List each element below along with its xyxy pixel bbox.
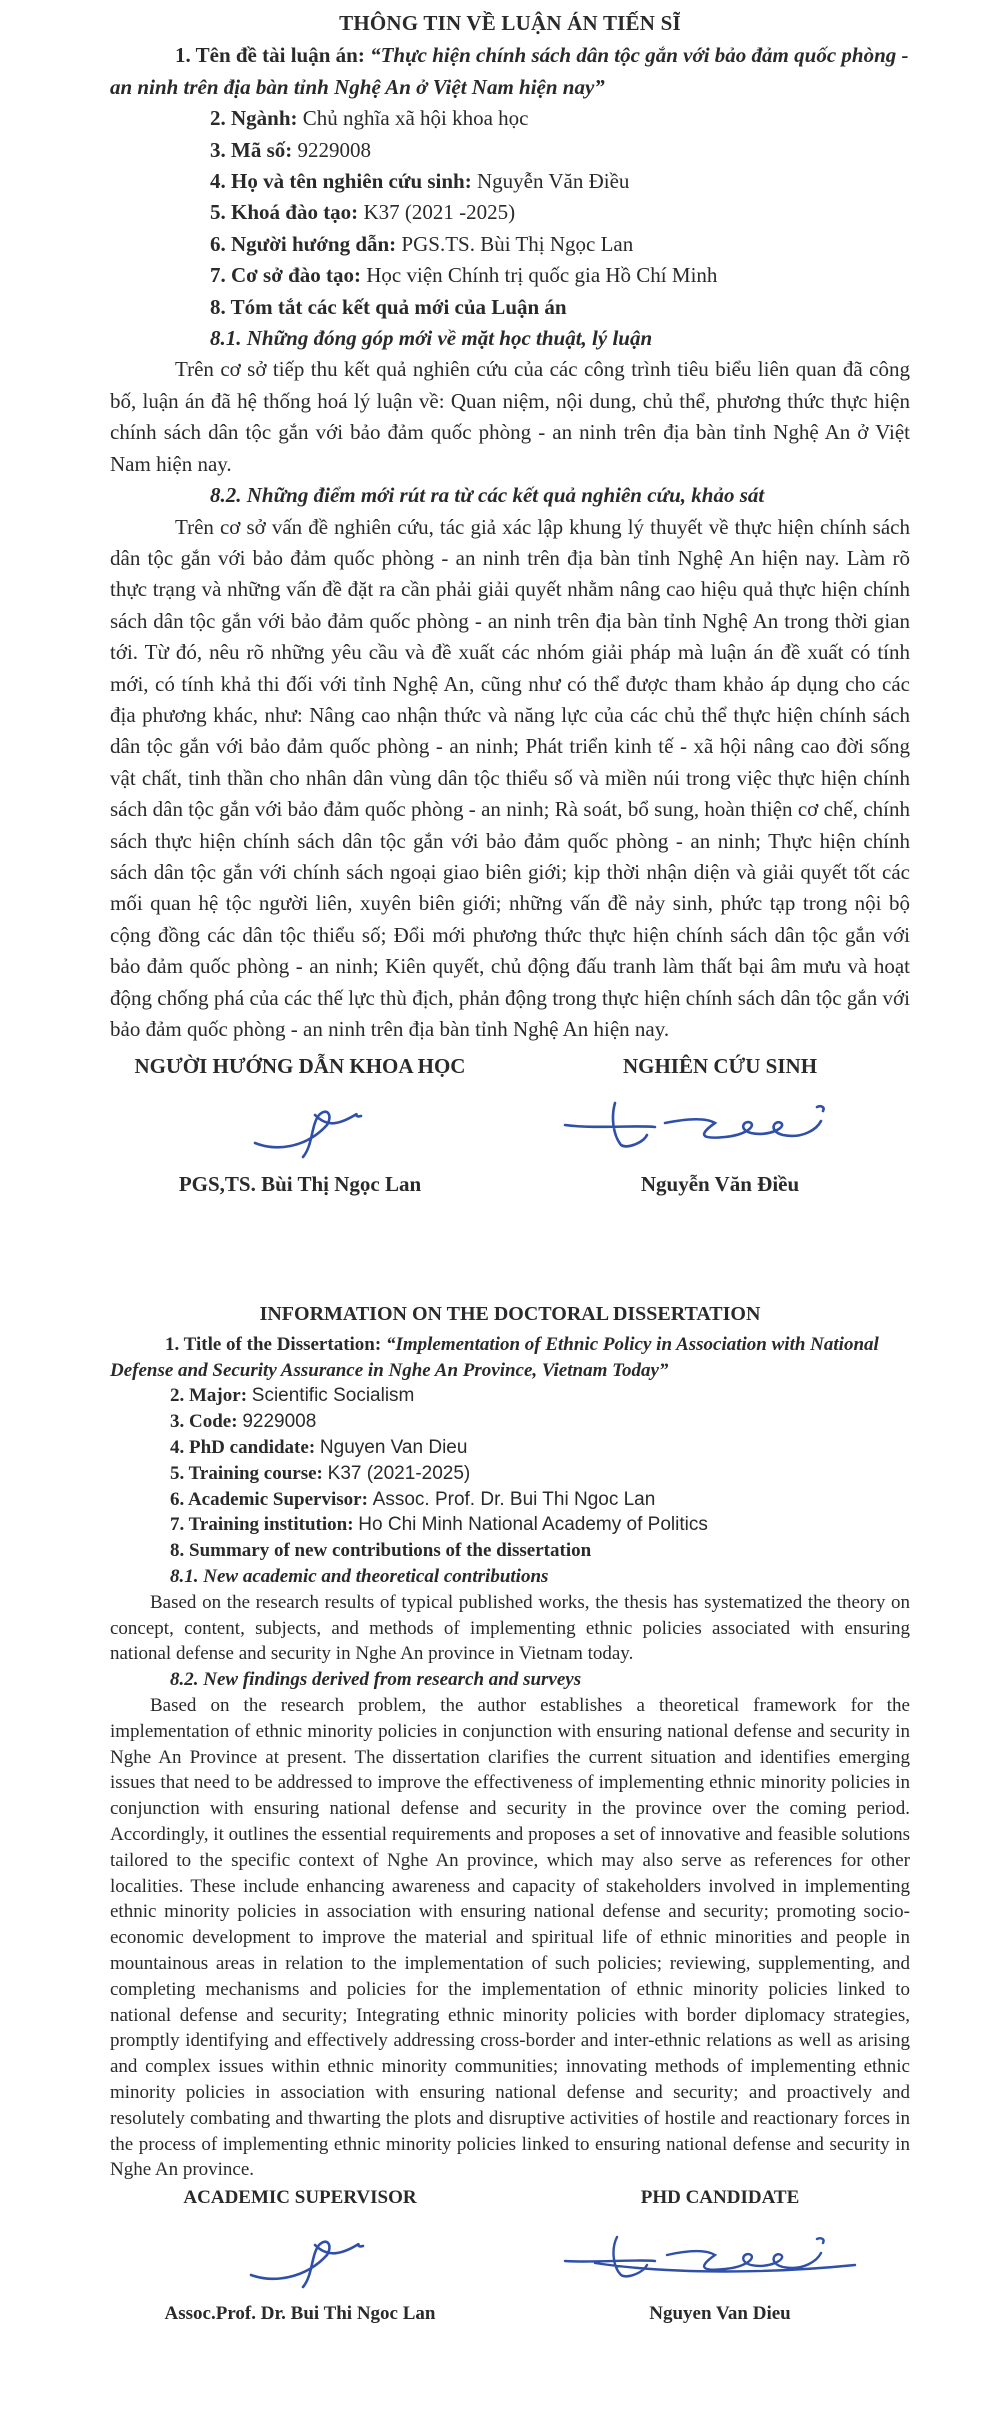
en-course: K37 (2021-2025) <box>327 1462 471 1484</box>
vn-course-line <box>110 197 910 228</box>
en-candidate-role: PHD CANDIDATE <box>640 2187 800 2209</box>
en-major: Scientific Socialism <box>251 1385 415 1407</box>
vn-thesis-title-label: 1. Tên đề tài luận án: <box>175 43 365 68</box>
en-code-line <box>110 1409 910 1435</box>
en-code-label: 3. Code: <box>170 1411 238 1433</box>
en-s81-text: Based on the research results of typical published works, the thesis has systematized the theory on concept, content, subjects, and methods of implementing ethnic policies associated with ensuring national defense and security in Nghe An province in Vietnam today. <box>110 1591 910 1665</box>
en-signature-block <box>110 2185 910 2335</box>
vn-supervisor-role: NGƯỜI HƯỚNG DẪN KHOA HỌC <box>134 1054 466 1079</box>
vn-institution-label: 7. Cơ sở đào tạo: <box>210 263 362 288</box>
vn-candidate-line <box>110 166 910 197</box>
vn-supervisor-line <box>110 229 910 260</box>
vn-code-line <box>110 135 910 166</box>
en-supervisor-role: ACADEMIC SUPERVISOR <box>183 2187 417 2209</box>
vn-major: Chủ nghĩa xã hội khoa học <box>302 106 529 131</box>
vn-institution-line <box>110 260 910 291</box>
vn-summary-label: 8. Tóm tắt các kết quả mới của Luận án <box>210 294 567 319</box>
vn-candidate: Nguyễn Văn Điều <box>476 169 630 194</box>
vn-supervisor-sign-name: PGS,TS. Bùi Thị Ngọc Lan <box>178 1172 422 1197</box>
en-code: 9229008 <box>242 1411 317 1433</box>
vn-s81-text: Trên cơ sở tiếp thu kết quả nghiên cứu của các công trình tiêu biểu liên quan đã công bố, luận án đã hệ thống hoá lý luận về: Quan niệm, nội dung, chủ thể, phương thức thực hiện chính sách dân tộc gắn với bảo đảm quốc phòng - an ninh trên địa bàn tỉnh Nghệ An ở Việt Nam hiện nay. <box>110 357 910 476</box>
vn-supervisor: PGS.TS. Bùi Thị Ngọc Lan <box>401 231 634 256</box>
en-institution-line <box>110 1512 910 1538</box>
vn-course-label: 5. Khoá đào tạo: <box>210 200 359 225</box>
en-supervisor-sign-name: Assoc.Prof. Dr. Bui Thi Ngoc Lan <box>164 2303 436 2325</box>
en-s82-text: Based on the research problem, the author establishes a theoretical framework for the implementation of ethnic minority policies in conjunction with ensuring national defense and security in Nghe An Province at present. The dissertation clarifies the current situation and identifies emerging issues that need to be addressed to improve the effectiveness of implementing ethnic minority policies in conjunction with ensuring national defense and security in the province over the coming period. Accordingly, it outlines the essential requirements and proposes a set of innovative and feasible solutions tailored to the specific context of Nghe An province, which may also serve as references for other localities. These include enhancing awareness and capacity of stakeholders involved in implementing ethnic minority policies in association with ensuring national defense and security; promoting socio-economic development to improve the material and spiritual life of ethnic minorities and people in mountainous areas in relation to the implementation of such policies; reviewing, supplementing, and completing mechanisms and policies for the implementation of ethnic minority policies linked to national defense and security; Integrating ethnic minority policies with border diplomacy strategies, promptly identifying and effectively addressing cross-border and inter-ethnic relations as well as arising and complex issues within ethnic minority communities; innovating methods of implementing ethnic minority policies in association with ensuring national defense and security; and proactively and resolutely combating and thwarting the plots and disruptive activities of hostile and reactionary forces in the process of implementing ethnic minority policies linked to ensuring national defense and security in Nghe An province. <box>110 1694 910 2181</box>
vn-supervisor-label: 6. Người hướng dẫn: <box>210 231 397 256</box>
en-candidate-signature-image <box>555 2213 885 2293</box>
en-thesis-title-line <box>110 1332 910 1384</box>
vn-signature-block <box>110 1051 910 1211</box>
en-heading: INFORMATION ON THE DOCTORAL DISSERTATION <box>259 1303 761 1325</box>
vn-s81-label: 8.1. Những đóng góp mới về mặt học thuật, lý luận <box>210 326 653 351</box>
en-major-label: 2. Major: <box>170 1385 248 1407</box>
vn-major-line <box>110 103 910 134</box>
en-candidate: Nguyen Van Dieu <box>319 1436 468 1458</box>
en-course-line <box>110 1461 910 1487</box>
vn-course: K37 (2021 -2025) <box>363 200 516 225</box>
en-supervisor: Assoc. Prof. Dr. Bui Thi Ngoc Lan <box>372 1488 656 1510</box>
english-section <box>110 1302 910 2335</box>
vn-candidate-label: 4. Họ và tên nghiên cứu sinh: <box>210 169 472 194</box>
en-course-label: 5. Training course: <box>170 1462 323 1484</box>
vn-code-label: 3. Mã số: <box>210 137 293 162</box>
vn-s82-text: Trên cơ sở vấn đề nghiên cứu, tác giả xác lập khung lý thuyết về thực hiện chính sách dân tộc gắn với bảo đảm quốc phòng - an ninh trên địa bàn tỉnh Nghệ An hiện nay. Làm rõ thực trạng và những vấn đề đặt ra cần phải giải quyết nhằm nâng cao hiệu quả thực hiện chính sách dân tộc gắn với bảo đảm quốc phòng - an ninh trên địa bàn tỉnh Nghệ An trong thời gian tới. Từ đó, nêu rõ những yêu cầu và đề xuất các nhóm giải pháp mà luận án đề xuất có tính mới, có tính khả thi đối với tỉnh Nghệ An, cũng như có thể được tham khảo áp dụng cho các địa phương khác, như: Nâng cao nhận thức và năng lực của các chủ thể thực hiện chính sách dân tộc gắn với bảo đảm quốc phòng - an ninh; Phát triển kinh tế - xã hội nâng cao đời sống vật chất, tinh thần cho nhân dân vùng dân tộc thiểu số và miền núi trong việc thực hiện chính sách dân tộc gắn với bảo đảm quốc phòng - an ninh; Rà soát, bổ sung, hoàn thiện cơ chế, chính sách thực hiện chính sách dân tộc gắn với bảo đảm quốc phòng - an ninh; Thực hiện chính sách dân tộc gắn với chính sách ngoại giao biên giới; kịp thời nhận diện và giải quyết tốt các mối quan hệ tộc người liên, xuyên biên giới; những vấn đề nảy sinh, phức tạp trong nội bộ cộng đồng các dân tộc thiểu số; Đổi mới phương thức thực hiện chính sách dân tộc gắn với bảo đảm quốc phòng - an ninh; Kiên quyết, chủ động đấu tranh làm thất bại âm mưu và hoạt động chống phá của các thế lực thù địch, phản động trong thực hiện chính sách dân tộc gắn với bảo đảm quốc phòng - an ninh trên địa bàn tỉnh Nghệ An hiện nay. <box>110 514 910 1041</box>
en-summary-label: 8. Summary of new contributions of the dissertation <box>170 1540 592 1562</box>
vn-supervisor-signature-image <box>215 1085 385 1165</box>
en-thesis-title: “Implementation of Ethnic Policy in Association with National Defense and Security Assurance in Nghe An Province, Vietnam Today” <box>110 1333 879 1381</box>
en-major-line <box>110 1383 910 1409</box>
en-institution: Ho Chi Minh National Academy of Politics <box>358 1514 708 1536</box>
en-s82-label: 8.2. New findings derived from research and surveys <box>170 1669 582 1691</box>
vn-supervisor-signature-col <box>110 1051 490 1211</box>
vn-candidate-signature-image <box>555 1083 885 1163</box>
vn-thesis-title: “Thực hiện chính sách dân tộc gắn với bảo đảm quốc phòng - an ninh trên địa bàn tỉnh Nghệ An ở Việt Nam hiện nay” <box>110 43 909 99</box>
en-s81-label: 8.1. New academic and theoretical contributions <box>170 1565 549 1587</box>
vn-heading: THÔNG TIN VỀ LUẬN ÁN TIẾN SĨ <box>339 11 681 35</box>
en-institution-label: 7. Training institution: <box>170 1514 354 1536</box>
vn-code: 9229008 <box>297 137 371 162</box>
en-thesis-title-label: 1. Title of the Dissertation: <box>165 1333 382 1355</box>
en-supervisor-signature-col <box>110 2185 490 2335</box>
vietnamese-section <box>110 8 910 1211</box>
vn-candidate-role: NGHIÊN CỨU SINH <box>622 1054 818 1079</box>
vn-s82-label: 8.2. Những điểm mới rút ra từ các kết quả nghiên cứu, khảo sát <box>210 483 765 508</box>
vn-candidate-sign-name: Nguyễn Văn Điều <box>640 1172 800 1197</box>
en-supervisor-signature-image <box>215 2215 385 2295</box>
en-candidate-signature-col <box>530 2185 910 2335</box>
vn-thesis-title-line <box>110 40 910 103</box>
vn-institution: Học viện Chính trị quốc gia Hồ Chí Minh <box>366 263 718 288</box>
en-supervisor-line <box>110 1487 910 1513</box>
en-candidate-label: 4. PhD candidate: <box>170 1436 316 1458</box>
en-supervisor-label: 6. Academic Supervisor: <box>170 1488 368 1510</box>
vn-major-label: 2. Ngành: <box>210 106 298 131</box>
en-candidate-sign-name: Nguyen Van Dieu <box>649 2303 791 2325</box>
vn-candidate-signature-col <box>530 1051 910 1211</box>
en-candidate-line <box>110 1435 910 1461</box>
